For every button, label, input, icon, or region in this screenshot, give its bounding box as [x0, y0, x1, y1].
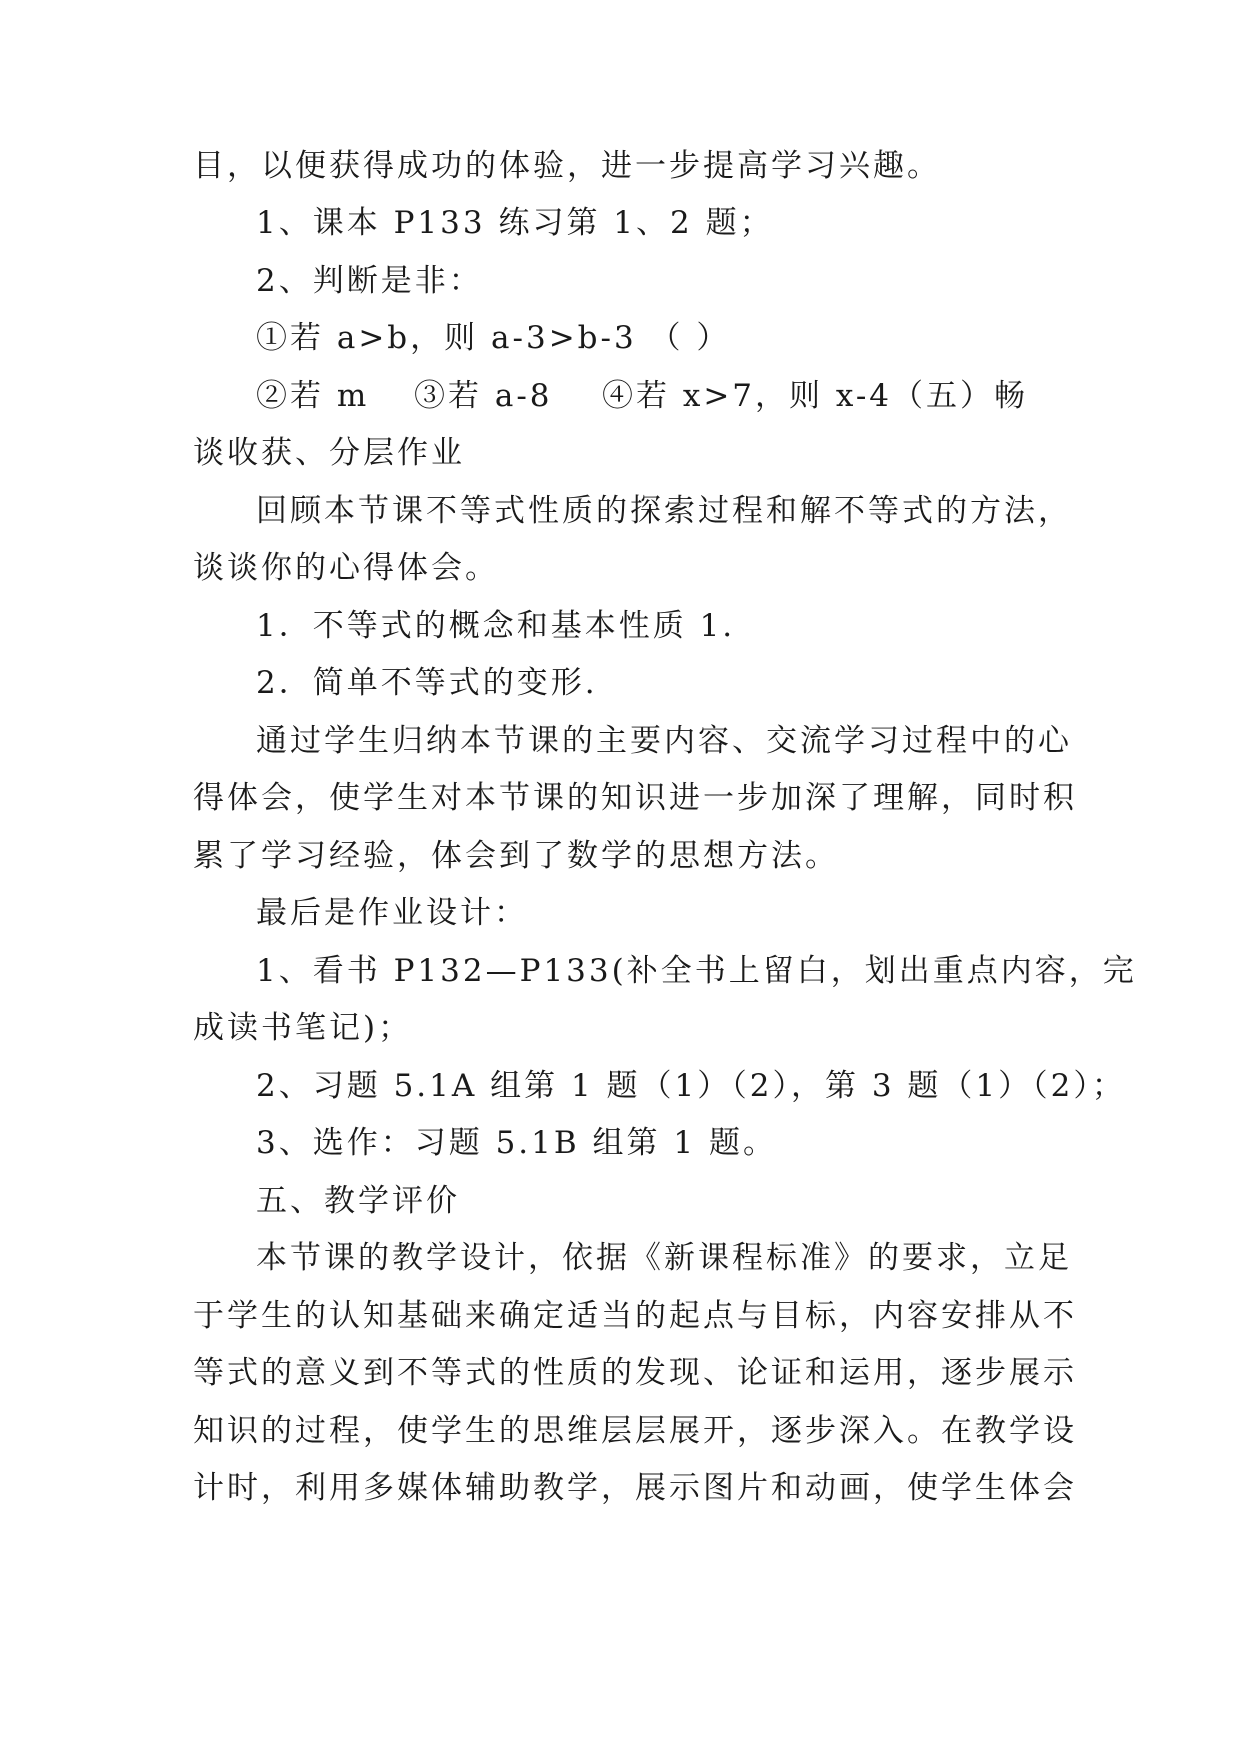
paragraph-line: 得体会，使学生对本节课的知识进一步加深了理解，同时积 [193, 780, 1077, 816]
paragraph-line: 累了学习经验，体会到了数学的思想方法。 [193, 838, 839, 874]
homework-item-3: 3、选作：习题 5.1B 组第 1 题。 [256, 1125, 777, 1161]
judgement-item-1: ①若 a>b，则 a-3>b-3 （ ） [256, 320, 731, 356]
summary-item-1: 1．不等式的概念和基本性质 1. [256, 608, 736, 644]
judgement-item-3: ③若 a-8 [414, 378, 553, 414]
judgement-item-2: ②若 m [256, 378, 370, 414]
section-heading: 五、教学评价 [256, 1183, 460, 1219]
homework-item-1-cont: 成读书笔记)； [193, 1010, 413, 1046]
exercise-item-2: 2、判断是非： [256, 263, 483, 299]
section-heading: 谈收获、分层作业 [193, 435, 465, 471]
homework-item-2: 2、习题 5.1A 组第 1 题（1）（2），第 3 题（1）（2）； [256, 1068, 1126, 1104]
paragraph-line: 通过学生归纳本节课的主要内容、交流学习过程中的心 [256, 723, 1072, 759]
paragraph-line: 回顾本节课不等式性质的探索过程和解不等式的方法， [256, 493, 1072, 529]
paragraph-line: 知识的过程，使学生的思维层层展开，逐步深入。在教学设 [193, 1413, 1077, 1449]
paragraph-line: 计时，利用多媒体辅助教学，展示图片和动画，使学生体会 [193, 1470, 1077, 1506]
judgement-item-4: ④若 x>7，则 x-4 [602, 378, 893, 414]
summary-item-2: 2．简单不等式的变形. [256, 665, 598, 701]
paragraph-line: 最后是作业设计： [256, 895, 528, 931]
paragraph-line: 谈谈你的心得体会。 [193, 550, 499, 586]
exercise-item-1: 1、课本 P133 练习第 1、2 题； [256, 205, 774, 241]
paragraph-line: 本节课的教学设计，依据《新课程标准》的要求，立足 [256, 1240, 1072, 1276]
paragraph-line: 等式的意义到不等式的性质的发现、论证和运用，逐步展示 [193, 1355, 1077, 1391]
paragraph-line: 目，以便获得成功的体验，进一步提高学习兴趣。 [193, 148, 941, 184]
homework-item-1: 1、看书 P132—P133(补全书上留白，划出重点内容，完 [256, 953, 1137, 989]
paragraph-line: 于学生的认知基础来确定适当的起点与目标，内容安排从不 [193, 1298, 1077, 1334]
judgement-items-row [256, 376, 1056, 416]
section-heading-part: （五）畅 [892, 378, 1028, 414]
